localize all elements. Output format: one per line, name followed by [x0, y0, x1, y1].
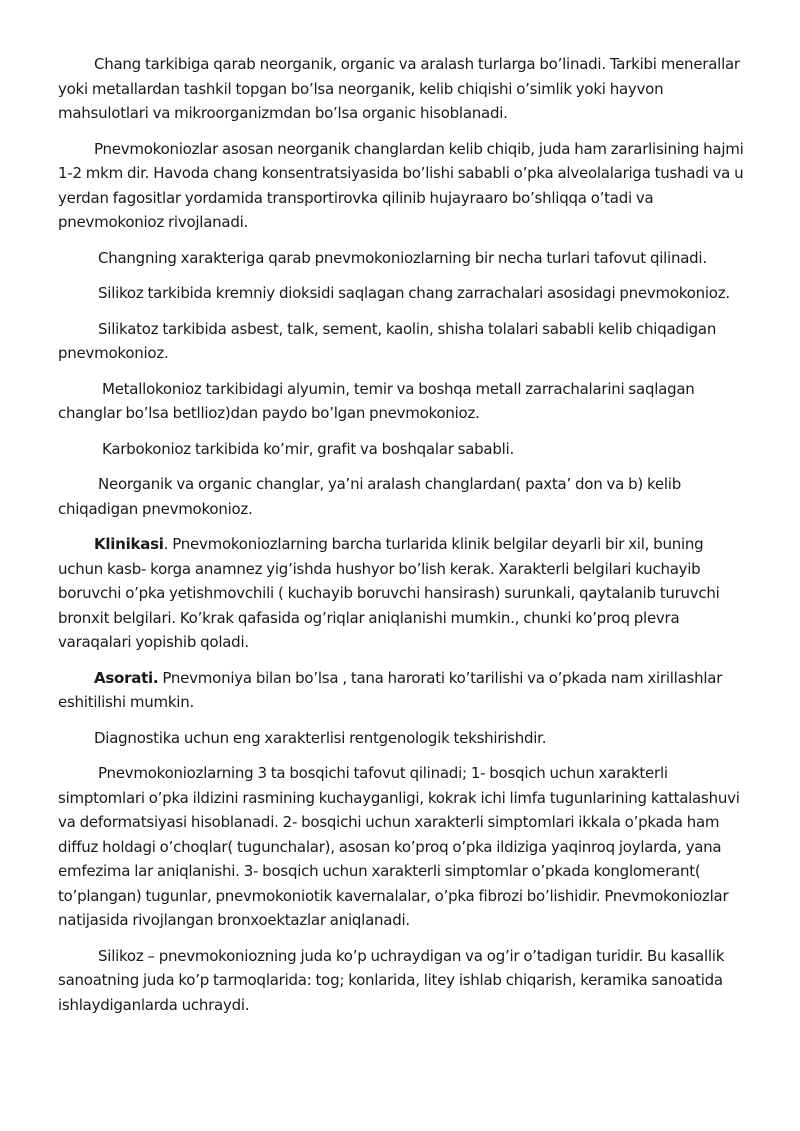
document-page — [58, 52, 748, 1028]
paragraph-mixed-dust-definition — [58, 472, 748, 521]
paragraph-types-intro — [58, 246, 748, 271]
paragraph-text: . Pnevmokoniozlarning barcha turlarida klinik belgilar deyarli bir xil, buning uchun kasb- korga anamnez yig’ishda hushyor bo’lish kerak. Xarakterli belgilari kuchayib boruvchi o’pka yetishmovchili ( kuchayib boruvchi hansirash) surunkali, qaytalanib turuvchi bronxit belgilari. Ko’krak qafasida og’riqlar aniqlanishi mumkin., chunki ko’proq plevra varaqalari yopishib qoladi. — [58, 535, 720, 651]
paragraph-diagnostics — [58, 726, 748, 751]
paragraph-text: Neorganik va organic changlar, ya’ni aralash changlardan( paxta’ don va b) kelib chiqadigan pnevmokonioz. — [58, 475, 681, 518]
paragraph-text: Diagnostika uchun eng xarakterlisi rentgenologik tekshirishdir. — [94, 728, 547, 747]
paragraph-lead-heading: Asorati. — [94, 668, 159, 687]
paragraph-silicosis-definition — [58, 281, 748, 306]
paragraph-text: Changning xarakteriga qarab pnevmokoniozlarning bir necha turlari tafovut qilinadi. — [98, 248, 707, 267]
paragraph-text: Silikoz – pnevmokoniozning juda ko’p uchraydigan va og’ir o’tadigan turidir. Bu kasallik sanoatning juda ko’p tarmoqlarida: tog; konlarida, litey ishlab chiqarish, keramika sanoatida ishlaydiganlarda uchraydi. — [58, 946, 725, 1014]
paragraph-carboconiosis-definition — [58, 437, 748, 462]
paragraph-metalloconiosis-definition — [58, 377, 748, 426]
paragraph-text: Pnevmokoniozlar asosan neorganik changlardan kelib chiqib, juda ham zararlisining hajmi 1-2 mkm dir. Havoda chang konsentratsiyasida bo’lishi sababli o’pka alveolalariga tushadi va u yerdan fagositlar yordamida transportirovka qilinib hujayraaro bo’shliqqa o’tadi va pnevmokonioz rivojlanadi. — [58, 139, 744, 231]
paragraph-pneumoconiosis-origin — [58, 137, 748, 235]
paragraph-text: Karbokonioz tarkibida ko’mir, grafit va boshqalar sababli. — [102, 439, 514, 458]
paragraph-silicatosis-definition — [58, 317, 748, 366]
paragraph-text: Pnevmoniya bilan bo’lsa , tana harorati ko’tarilishi va o’pkada nam xirillashlar eshitilishi mumkin. — [58, 668, 723, 711]
paragraph-text: Silikoz tarkibida kremniy dioksidi saqlagan chang zarrachalari asosidagi pnevmokonioz. — [98, 284, 730, 302]
paragraph-complications — [58, 666, 748, 715]
paragraph-stages — [58, 761, 748, 933]
paragraph-text: Silikatoz tarkibida asbest, talk, sement, kaolin, shisha tolalari sababli kelib chiqadigan pnevmokonioz. — [58, 319, 717, 362]
paragraph-text: Chang tarkibiga qarab neorganik, organic va aralash turlarga bo’linadi. Tarkibi menerallar yoki metallardan tashkil topgan bo’lsa neorganik, kelib chiqishi o’simlik yoki hayvon mahsulotlari va mikroorganizmdan bo’lsa organic hisoblanadi. — [58, 55, 740, 122]
paragraph-text: Pnevmokoniozlarning 3 ta bosqichi tafovut qilinadi; 1- bosqich uchun xarakterli simptomlari o’pka ildizini rasmining kuchayganligi, kokrak ichi limfa tugunlarining kattalashuvi va deformatsiyasi hisoblanadi. 2- bosqichi uchun xarakterli simptomlari ikkala o’pkada ham diffuz holdagi o’choqlar( tugunchalar), asosan ko’proq o’pka ildiziga yaqinroq joylarda, yana emfezima lar aniqlanishi. 3- bosqich uchun xarakterli simptomlar o’pkada konglomerant( to’plangan) tugunlar, pnevmokoniotik kavernalalar, o’pka fibrozi bo’lishidir. Pnevmokoniozlar natijasida rivojlangan bronxoektazlar aniqlanadi. — [58, 764, 740, 929]
paragraph-dust-classification — [58, 52, 748, 126]
paragraph-text: Metallokonioz tarkibidagi alyumin, temir va boshqa metall zarrachalarini saqlagan changlar bo’lsa betllioz)dan paydo bo’lgan pnevmokonioz. — [58, 379, 695, 422]
paragraph-silicosis-occurrence — [58, 944, 748, 1018]
paragraph-clinical — [58, 532, 748, 655]
paragraph-lead-heading: Klinikasi — [94, 535, 164, 553]
